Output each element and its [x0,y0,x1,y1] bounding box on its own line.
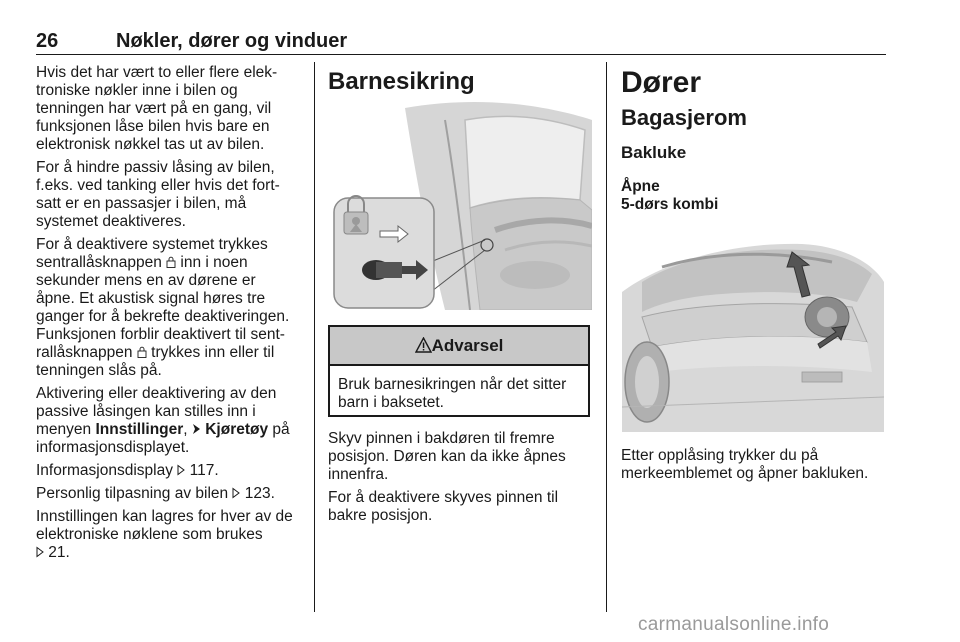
reference-info-display: Informasjonsdisplay 117. [36,462,219,479]
heading-tailgate: Bakluke [621,143,687,162]
lock-button-icon [166,256,176,268]
lock-button-icon [137,346,147,358]
chapter-title: Nøkler, dører og vinduer [116,30,348,52]
heading-child-lock: Barnesikring [328,68,475,95]
header-rule [36,54,886,55]
heading-doors: Dører [621,66,702,99]
warning-title: Advarsel [431,336,504,355]
child-lock-illustration [330,100,592,310]
paragraph-push-pin: Skyv pinnen i bakdøren til fremre posisjon. Døren kan da ikke åpnes innenfra. [328,430,566,483]
paragraph-passive-lock-keys: Hvis det har vært to eller flere elek- troniske nøkler inne i bilen og tenningen har vært på en gang, vil funksjonen låse bilen hvis bare en elektronisk nøkkel tas ut av bilen. [36,64,278,153]
paragraph-store-setting: Innstillingen kan lagres for hver av de elektroniske nøklene som brukes 21. [36,508,293,561]
page-header [36,30,886,54]
warning-triangle-icon [415,337,432,353]
paragraph-open-tailgate: Etter opplåsing trykker du på merkeemblemet og åpner bakluken. [621,447,869,482]
column-1 [36,64,306,567]
paragraph-deactivate-pin: For å deaktivere skyves pinnen til bakre posisjon. [328,489,559,524]
page-ref-arrow-icon [36,546,44,558]
menu-settings: Innstillinger [95,421,184,438]
reference-personalisation: Personlig tilpasning av bilen 123. [36,485,275,502]
menu-vehicle: Kjøretøy [205,421,269,438]
watermark: carmanualsonline.info [638,614,830,635]
column-divider-1 [314,62,315,612]
tailgate-instructions [621,447,891,488]
warning-box [328,325,590,417]
page-number: 26 [36,30,59,52]
warning-text: Bruk barnesikringen når det sitter barn i baksetet. [338,376,567,411]
menu-arrow-icon [192,423,201,435]
tailgate-illustration [622,222,884,432]
column-divider-2 [606,62,607,612]
child-lock-instructions [328,430,590,530]
paragraph-prevent-passive-lock: For å hindre passiv låsing av bilen, f.eks. ved tanking eller hvis det fort- satt er en passasjer i bilen, må systemet deaktiveres. [36,159,280,230]
heading-5-door: 5-dørs kombi [621,196,719,213]
paragraph-menu-setting: Aktivering eller deaktivering av den passive låsingen kan stilles inn i menyen Innstillinger, Kjøretøy på informasjonsdisplayet. [36,385,290,456]
heading-luggage-compartment: Bagasjerom [621,105,747,130]
paragraph-deactivate: For å deaktivere systemet trykkes sentrallåsknappen inn i noen sekunder mens en av dørene er åpne. Et akustisk signal høres tre ganger for å bekrefte deaktiveringen. Funksjonen forblir deaktivert til sent- rallåsknappen trykkes inn eller til tenningen slås på. [36,236,290,379]
warning-header [330,327,588,366]
heading-open: Åpne [621,178,660,195]
